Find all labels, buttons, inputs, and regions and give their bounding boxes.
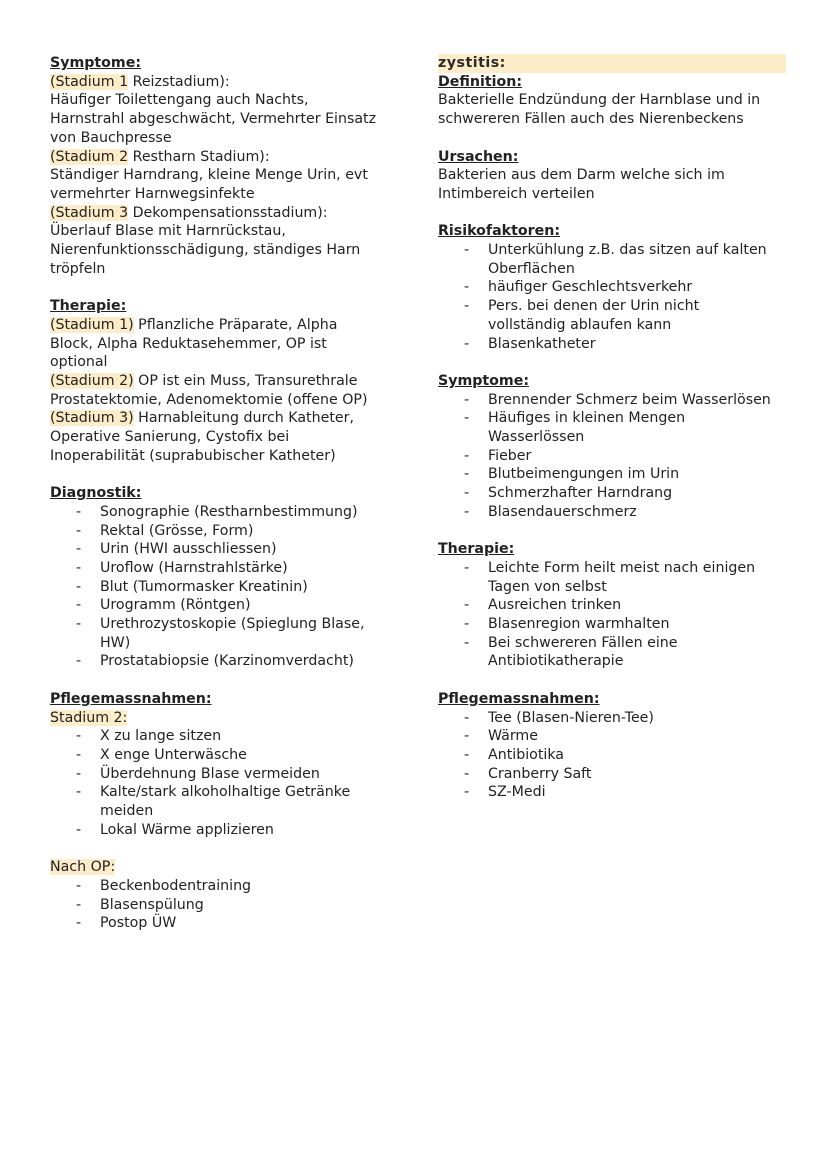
list-item: - Bei schwereren Fällen eine Antibiotikatherapie bbox=[438, 634, 783, 671]
pflege-list bbox=[438, 709, 783, 803]
stage-label: (Stadium 2 bbox=[50, 148, 129, 165]
therapie-list bbox=[438, 559, 783, 671]
stage-label: (Stadium 1) bbox=[50, 316, 134, 333]
text-line: Inoperabilität (suprabubischer Katheter) bbox=[50, 447, 336, 464]
section-heading: Symptome: bbox=[50, 55, 142, 71]
text-line: Ständiger Harndrang, kleine Menge Urin, evt bbox=[50, 167, 368, 184]
list-item: - Blasenkatheter bbox=[438, 335, 783, 354]
list-item: - Rektal (Grösse, Form) bbox=[50, 522, 400, 541]
list-item: - Urethrozystoskopie (Spieglung Blase, HW) bbox=[50, 615, 400, 652]
subheading: Nach OP: bbox=[50, 859, 116, 876]
definition-section bbox=[438, 73, 783, 129]
text-line: Häufiger Toilettengang auch Nachts, bbox=[50, 92, 309, 109]
text-line: von Bauchpresse bbox=[50, 129, 172, 146]
nach-op-list bbox=[50, 877, 400, 933]
left-column bbox=[50, 54, 400, 933]
section-heading: Therapie: bbox=[438, 541, 515, 558]
list-item: - Blasenregion warmhalten bbox=[438, 615, 783, 634]
subheading: Stadium 2: bbox=[50, 709, 128, 726]
risikofaktoren-list bbox=[438, 241, 783, 353]
text-line: Prostatektomie, Adenomektomie (offene OP) bbox=[50, 391, 368, 408]
list-item: - Pers. bei denen der Urin nicht vollständig ablaufen kann bbox=[438, 297, 783, 334]
stage-label: (Stadium 2) bbox=[50, 372, 134, 389]
list-item: - Urogramm (Röntgen) bbox=[50, 596, 400, 615]
text-line: Pflanzliche Präparate, Alpha bbox=[133, 316, 338, 333]
list-item: - Blasendauerschmerz bbox=[438, 503, 783, 522]
list-item: - Kalte/stark alkoholhaltige Getränke meiden bbox=[50, 783, 400, 820]
pflege-section bbox=[438, 690, 783, 802]
list-item: - X zu lange sitzen bbox=[50, 727, 400, 746]
text-line: OP ist ein Muss, Transurethrale bbox=[133, 372, 358, 389]
text-line: Block, Alpha Reduktasehemmer, OP ist bbox=[50, 335, 327, 352]
pflege-section bbox=[50, 690, 400, 933]
text-line: Intimbereich verteilen bbox=[438, 185, 595, 202]
list-item: - Schmerzhafter Harndrang bbox=[438, 484, 783, 503]
text-line: vermehrter Harnwegsinfekte bbox=[50, 185, 255, 202]
text-line: Überlauf Blase mit Harnrückstau, bbox=[50, 223, 286, 240]
list-item: - Lokal Wärme applizieren bbox=[50, 821, 400, 840]
section-heading: Therapie: bbox=[50, 298, 127, 315]
list-item: - Postop ÜW bbox=[50, 914, 400, 933]
therapie-section bbox=[438, 540, 783, 671]
section-heading: Definition: bbox=[438, 73, 523, 90]
diagnostik-section bbox=[50, 484, 400, 671]
stage-label: (Stadium 3) bbox=[50, 410, 134, 427]
list-item: - Blutbeimengungen im Urin bbox=[438, 465, 783, 484]
section-heading: Diagnostik: bbox=[50, 485, 142, 502]
list-item: - häufiger Geschlechtsverkehr bbox=[438, 278, 783, 297]
text-line: Nierenfunktionsschädigung, ständiges Harn bbox=[50, 242, 361, 259]
list-item: - Tee (Blasen-Nieren-Tee) bbox=[438, 709, 783, 728]
section-heading: Pflegemassnahmen: bbox=[438, 690, 600, 707]
list-item: - Häufiges in kleinen Mengen Wasserlössen bbox=[438, 409, 783, 446]
section-heading: Pflegemassnahmen: bbox=[50, 690, 212, 707]
symptome-section bbox=[50, 54, 400, 278]
text-line: schwereren Fällen auch des Nierenbeckens bbox=[438, 111, 744, 128]
risikofaktoren-section bbox=[438, 222, 783, 353]
page-title: zystitis: bbox=[438, 54, 786, 73]
text-line: Bakterielle Endzündung der Harnblase und in bbox=[438, 92, 761, 109]
list-item: - Antibiotika bbox=[438, 746, 783, 765]
text-line: Operative Sanierung, Cystofix bei bbox=[50, 429, 290, 446]
text-line: Harnableitung durch Katheter, bbox=[133, 410, 354, 427]
list-item: - Cranberry Saft bbox=[438, 765, 783, 784]
list-item: - Ausreichen trinken bbox=[438, 596, 783, 615]
list-item: - Uroflow (Harnstrahlstärke) bbox=[50, 559, 400, 578]
list-item: - Unterkühlung z.B. das sitzen auf kalten Oberflächen bbox=[438, 241, 783, 278]
stage-label: (Stadium 3 bbox=[50, 204, 129, 221]
text-line: tröpfeln bbox=[50, 260, 106, 277]
therapie-section bbox=[50, 297, 400, 465]
list-item: - Blasenspülung bbox=[50, 896, 400, 915]
list-item: - Fieber bbox=[438, 447, 783, 466]
list-item: - Blut (Tumormasker Kreatinin) bbox=[50, 578, 400, 597]
list-item: - Sonographie (Restharnbestimmung) bbox=[50, 503, 400, 522]
diagnostik-list bbox=[50, 503, 400, 671]
symptome-list bbox=[438, 391, 783, 522]
text-line: optional bbox=[50, 354, 108, 371]
section-heading: Risikofaktoren: bbox=[438, 223, 560, 240]
right-column bbox=[438, 54, 783, 802]
list-item: - X enge Unterwäsche bbox=[50, 746, 400, 765]
ursachen-section bbox=[438, 148, 783, 204]
symptome-section bbox=[438, 372, 783, 522]
list-item: - SZ-Medi bbox=[438, 783, 783, 802]
text-line: Harnstrahl abgeschwächt, Vermehrter Einsatz bbox=[50, 111, 377, 128]
stage-title: Dekompensationsstadium): bbox=[128, 204, 328, 221]
list-item: - Leichte Form heilt meist nach einigen Tagen von selbst bbox=[438, 559, 783, 596]
text-line: Bakterien aus dem Darm welche sich im bbox=[438, 167, 725, 184]
stage-label: (Stadium 1 bbox=[50, 73, 129, 90]
section-heading: Symptome: bbox=[438, 372, 530, 389]
stage-title: Restharn Stadium): bbox=[128, 148, 270, 165]
list-item: - Überdehnung Blase vermeiden bbox=[50, 765, 400, 784]
list-item: - Brennender Schmerz beim Wasserlösen bbox=[438, 391, 783, 410]
list-item: - Prostatabiopsie (Karzinomverdacht) bbox=[50, 652, 400, 671]
list-item: - Beckenbodentraining bbox=[50, 877, 400, 896]
pflege-list bbox=[50, 727, 400, 839]
list-item: - Wärme bbox=[438, 727, 783, 746]
section-heading: Ursachen: bbox=[438, 148, 519, 165]
list-item: - Urin (HWI ausschliessen) bbox=[50, 540, 400, 559]
stage-title: Reizstadium): bbox=[128, 73, 230, 90]
